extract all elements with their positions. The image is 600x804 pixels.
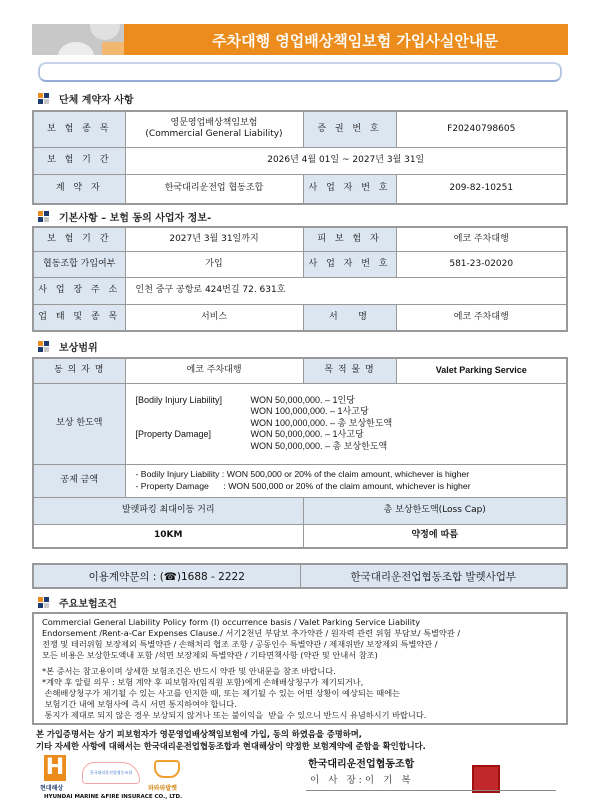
label: 보 험 기 간 — [33, 147, 125, 174]
label: 업 태 및 종 목 — [33, 304, 125, 331]
consent-value: 에코 주차대행 — [125, 358, 303, 383]
label: 보상 한도액 — [33, 383, 125, 464]
cap-value: 약정에 따름 — [303, 524, 567, 548]
label: 계 약 자 — [33, 174, 125, 204]
section-title-contractor — [38, 92, 134, 105]
limit-amount: WON 50,000,000. – 1인당 — [250, 394, 355, 405]
official-seal-icon — [472, 765, 500, 793]
deductible-line: - Property Damage : WON 500,000 or 20% of the claim amount, whichever is higher — [135, 480, 471, 491]
section-bullet-icon — [38, 597, 49, 608]
company-english-name: HYUNDAI MARINE &FIRE INSURACE CO., LTD. — [44, 794, 183, 800]
blank-box — [38, 62, 562, 82]
department: 한국대리운전업협동조합 발렛사업부 — [350, 570, 517, 583]
signer-org: 한국대리운전업협동조합 — [308, 759, 415, 770]
limit-row — [136, 395, 564, 407]
section-title-coverage — [38, 340, 98, 353]
label: 동 의 자 명 — [33, 358, 125, 383]
label: 목 적 물 명 — [303, 358, 396, 383]
contact-bar — [32, 563, 568, 589]
member-value: 가입 — [125, 251, 303, 277]
note-line: *계약 후 알릴 의무 : 보험 계약 후 피보험자(임직원 포함)에게 손해배상청구가 제기되거나, — [42, 677, 364, 687]
deductible-cell — [125, 464, 567, 497]
note-line: 손해배상청구가 제기될 수 있는 사고를 인지한 때, 또는 제기될 수 있는 어떤 상황이 예상되는 때에는 — [42, 688, 401, 698]
kind-en: (Commercial General Liability) — [145, 129, 283, 140]
insured-value: 에코 주차대행 — [396, 227, 567, 251]
bizno-value: 209-82-10251 — [396, 174, 567, 204]
footer-statement — [36, 728, 426, 752]
label: 발렛파킹 최대이동 거리 — [33, 497, 303, 524]
note-line: *본 증서는 참고용이며 상세한 보험조건은 반드시 약관 및 안내문을 참조 바랍니다. — [42, 666, 336, 676]
limit-amount: WON 100,000,000. – 총 보상한도액 — [250, 417, 393, 428]
signature-line — [306, 790, 556, 791]
signer-title: 이 사 장 : 이 기 복 — [310, 775, 411, 786]
section-bullet-icon — [38, 211, 49, 222]
kind-value — [125, 111, 303, 147]
section-label: 보상범위 — [59, 343, 98, 354]
label: 사 업 자 번 호 — [303, 174, 396, 204]
label: 피 보 험 자 — [303, 227, 396, 251]
section-bullet-icon — [38, 93, 49, 104]
section-label: 단체 계약자 사항 — [59, 95, 134, 106]
label: 보 험 종 목 — [33, 111, 125, 147]
wawa-logo-icon — [154, 760, 180, 778]
condition-line: 모든 비용은 보상한도액내 포함 /석면 보장제외 특별약관 / 기타면책사항 (약관 및 안내서 참조) — [42, 650, 378, 660]
limit-type: [Property Damage] — [135, 429, 212, 440]
type-value: 서비스 — [125, 304, 303, 331]
limit-row — [136, 429, 564, 441]
condition-line: 전쟁 및 테러위험 보장제외 특별약관 / 손해처리 협조 조항 / 공동인수 특별약관 / 제재위반/ 보장제외 특별약관 / — [42, 639, 438, 649]
limit-type — [136, 441, 251, 453]
note-line: 통지가 제대로 되지 않은 경우 보상되지 않거나 또는 불이익을 받을 수 있으니 반드시 유념하시기 바랍니다. — [42, 710, 427, 720]
condition-line: Endorsement /Rent-a-Car Expenses Clause./ 서기2천년 부담보 추가약관 / 원자력 관련 위험 부담보/ 특별약관 / — [42, 628, 461, 638]
label: 증 권 번 호 — [303, 111, 396, 147]
distance-value: 10KM — [33, 524, 303, 548]
condition-line: Commercial General Liability Policy form (I) occurrence basis / Valet Parking Service Liability — [42, 617, 421, 627]
section-title-conditions — [38, 596, 117, 609]
limit-amount: WON 50,000,000. – 1사고당 — [250, 429, 364, 440]
bizno-value: 581-23-02020 — [396, 251, 567, 277]
period-value: 2026년 4월 01일 ~ 2027년 3월 31일 — [125, 147, 567, 174]
inquiry-phone: 이용계약문의 : (☎)1688 - 2222 — [34, 565, 301, 587]
coop-logo — [82, 762, 140, 784]
limit-amount: WON 50,000,000. – 총 보상한도액 — [250, 440, 388, 451]
page-title: 주차대행 영업배상책임보험 가입사실안내문 — [212, 32, 498, 50]
hyundai-logo-icon: H — [45, 755, 65, 780]
section-title-basic — [38, 210, 211, 223]
object-value: Valet Parking Service — [396, 358, 567, 383]
limit-row — [136, 406, 564, 418]
section-bullet-icon — [38, 341, 49, 352]
note-line: 보험기간 내에 보험사에 즉시 서면 통지하여야 합니다. — [42, 699, 237, 709]
basic-info-table — [32, 226, 568, 332]
hyundai-logo-text: 현대해상 — [40, 785, 64, 792]
footer-line: 본 가입증명서는 상기 피보험자가 영문영업배상책임보험에 가입, 동의 하였음을 증명하며, — [36, 729, 362, 739]
coop-logo-text: 한국대리운전업협동조합 — [89, 770, 133, 775]
footer-line: 기타 자세한 사항에 대해서는 한국대리운전업협동조합과 현대해상이 약정한 보험계약에 준함을 확인합니다. — [36, 741, 426, 751]
limits-cell — [125, 383, 567, 464]
limit-type: [Bodily Injury Liability] — [135, 394, 223, 405]
label: 보 험 기 간 — [33, 227, 125, 251]
wawa-logo-text: 와와와발렛 — [148, 785, 177, 792]
limit-type — [136, 418, 251, 430]
label: 사 업 자 번 호 — [303, 251, 396, 277]
kind-ko: 영문영업배상책임보험 — [170, 118, 258, 129]
label: 서 명 — [303, 304, 396, 331]
limit-amount: WON 100,000,000. – 1사고당 — [250, 406, 369, 417]
section-label: 주요보험조건 — [59, 599, 117, 610]
label: 총 보상한도액(Loss Cap) — [303, 497, 567, 524]
address-value: 인천 중구 공항로 424번길 72. 631호 — [125, 277, 567, 304]
coverage-table — [32, 357, 568, 549]
section-label: 기본사항 – 보험 동의 사업자 정보- — [59, 213, 212, 224]
label: 협동조합 가입여부 — [33, 251, 125, 277]
period-value: 2027년 3월 31일까지 — [125, 227, 303, 251]
title-banner — [32, 24, 568, 55]
conditions-box — [32, 612, 568, 725]
contractor-table — [32, 110, 568, 205]
contractor-value: 한국대리운전업 협동조합 — [125, 174, 303, 204]
deductible-line: - Bodily Injury Liability : WON 500,000 or 20% of the claim amount, whichever is higher — [135, 469, 470, 479]
label: 사 업 장 주 소 — [33, 277, 125, 304]
limit-row — [136, 418, 564, 430]
limit-row — [136, 441, 564, 453]
sign-value: 에코 주차대행 — [396, 304, 567, 331]
limit-type — [136, 406, 251, 418]
policy-number: F20240798605 — [396, 111, 567, 147]
label: 공제 금액 — [33, 464, 125, 497]
